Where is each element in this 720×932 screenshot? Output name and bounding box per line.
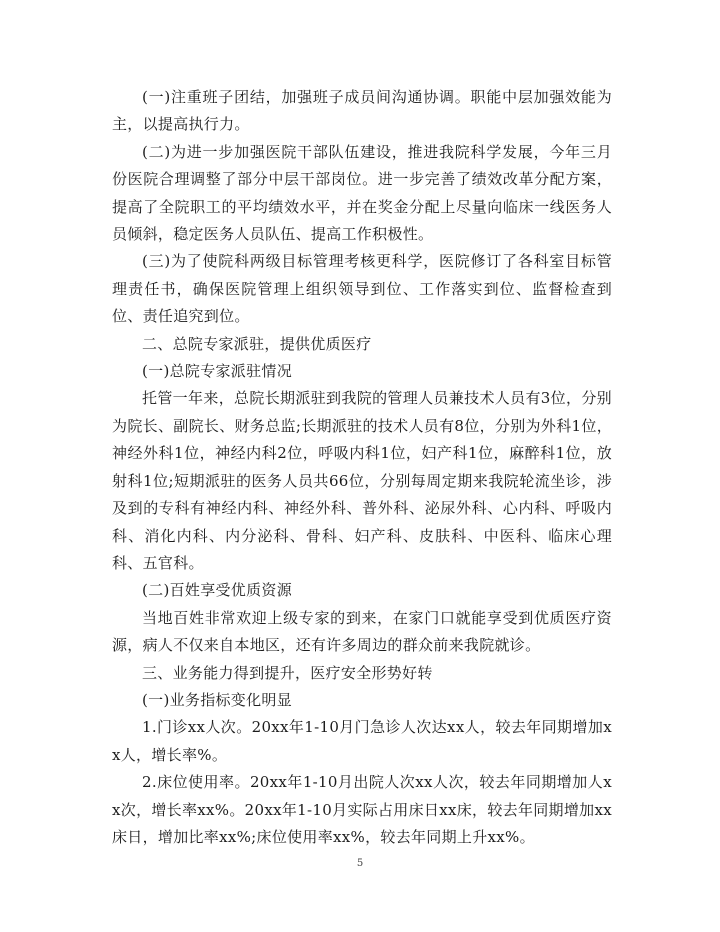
paragraph-2: (二)为进一步加强医院干部队伍建设，推进我院科学发展，今年三月份医院合理调整了部分中层干部岗位。进一步完善了绩效改革分配方案，提高了全院职工的平均绩效水平，并在奖金分配上尽量向临床一线医务人员倾斜，稳定医务人员队伍、提高工作积极性。 xyxy=(112,142,612,244)
subheading-2-1: (一)总院专家派驻情况 xyxy=(142,362,293,381)
subheading-3-1: (一)业务指标变化明显 xyxy=(142,690,293,709)
subheading-2-2: (二)百姓享受优质资源 xyxy=(142,581,293,600)
paragraph-5: 当地百姓非常欢迎上级专家的到来，在家门口就能享受到优质医疗资源，病人不仅来自本地区，还有许多周边的群众前来我院就诊。 xyxy=(112,608,612,655)
paragraph-3: (三)为了使院科两级目标管理考核更科学，医院修订了各科室目标管理责任书，确保医院管理上组织领导到位、工作落实到位、监督检查到位、责任追究到位。 xyxy=(112,252,612,326)
paragraph-6: 1.门诊xx人次。20xx年1-10月门急诊人次达xx人，较去年同期增加xx人，增长率%。 xyxy=(112,718,612,764)
document-body xyxy=(112,84,612,851)
section-heading-2: 二、总院专家派驻，提供优质医疗 xyxy=(142,334,372,353)
page-number: 5 xyxy=(356,858,364,869)
paragraph-4: 托管一年来，总院长期派驻到我院的管理人员兼技术人员有3位，分别为院长、副院长、财务总监;长期派驻的技术人员有8位，分别为外科1位，神经外科1位，神经内科2位，呼吸内科1位，妇产科1位，麻醉科1位，放射科1位;短期派驻的医务人员共66位，分别每周定期来我院轮流坐诊，涉及到的专科有神经内科、神经外科、普外科、泌尿外科、心内科、呼吸内科、消化内科、内分泌科、骨科、妇产科、皮肤科、中医科、临床心理科、五官科。 xyxy=(112,389,612,572)
section-heading-3: 三、业务能力得到提升，医疗安全形势好转 xyxy=(142,663,433,682)
paragraph-7: 2.床位使用率。20xx年1-10月出院人次xx人次，较去年同期增加人xx次，增长率xx%。20xx年1-10月实际占用床日xx床，较去年同期增加xx床日，增加比率xx%;床位使用率xx%，较去年同期上升xx%。 xyxy=(112,773,612,846)
paragraph-1: (一)注重班子团结，加强班子成员间沟通协调。职能中层加强效能为主，以提高执行力。 xyxy=(112,88,612,134)
